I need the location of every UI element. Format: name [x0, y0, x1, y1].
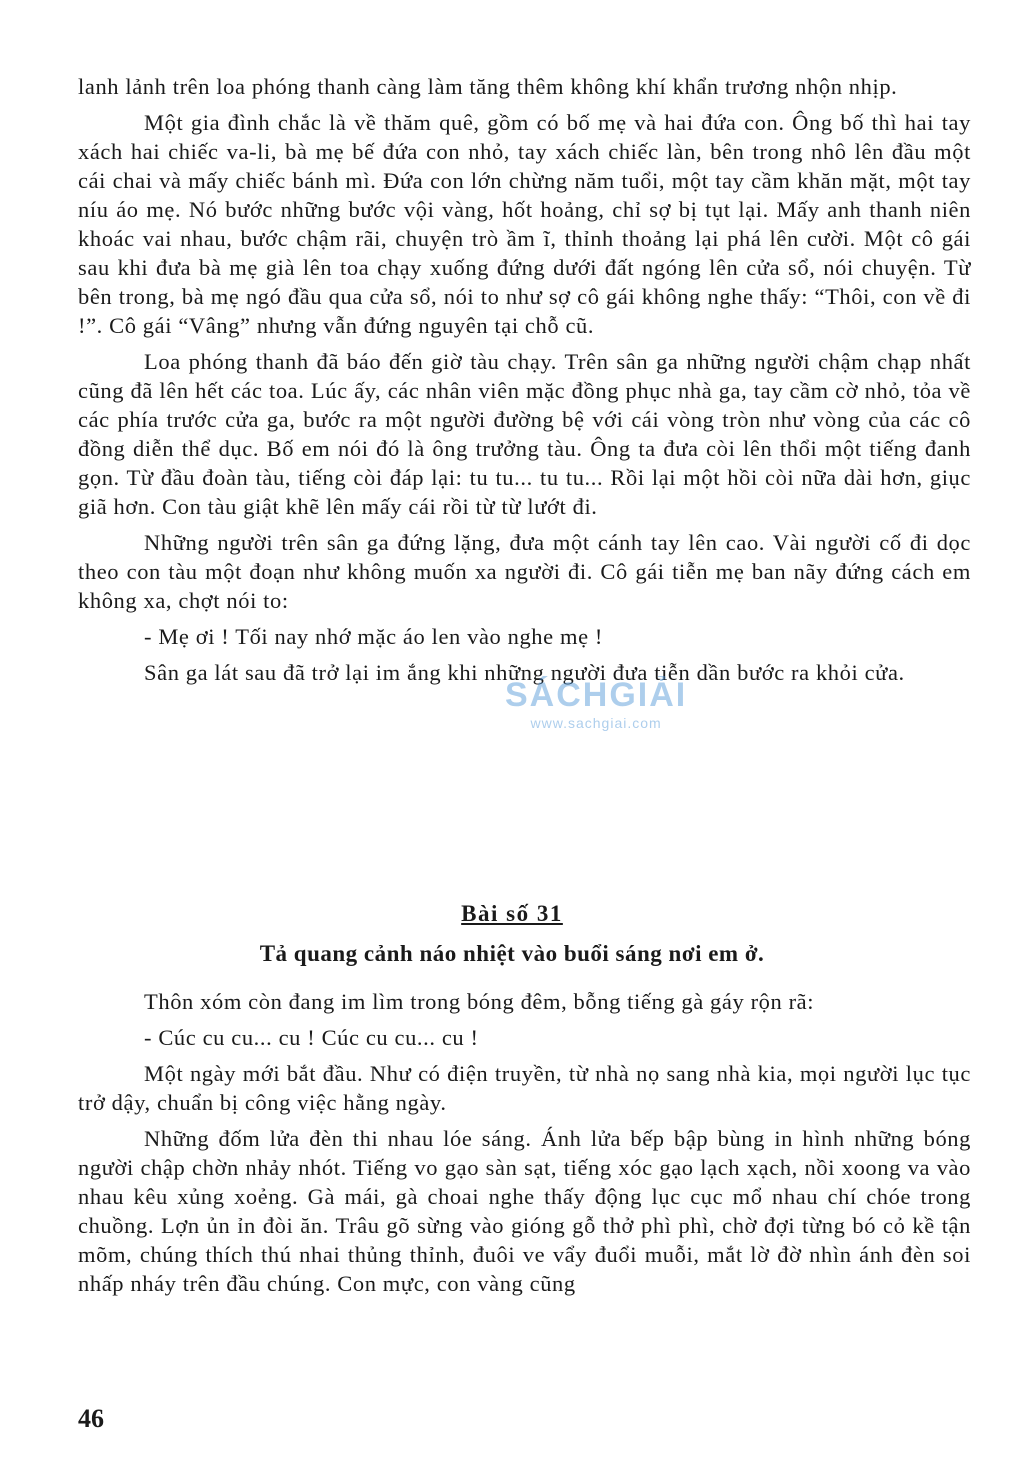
- paragraph: Loa phóng thanh đã báo đến giờ tàu chạy. Trên sân ga những người chậm chạp nhất cũng đã lên hết các toa. Lúc ấy, các nhân viên mặc đồng phục nhà ga, tay cầm cờ nhỏ, tỏa về các phía trước cửa ga, bước ra một người đường bệ với cái vòng tròn như vòng của các cô đồng diễn thể dục. Bố em nói đó là ông trưởng tàu. Ông ta đưa còi lên thổi một tiếng đanh gọn. Từ đầu đoàn tàu, tiếng còi đáp lại: tu tu... tu tu... Rồi lại một hồi còi nữa dài hơn, giục giã hơn. Con tàu giật khẽ lên mấy cái rồi từ từ lướt đi.: [78, 349, 971, 519]
- watermark-logo: [505, 676, 687, 731]
- paragraph: Những người trên sân ga đứng lặng, đưa một cánh tay lên cao. Vài người cố đi dọc theo con tàu một đoạn như không muốn xa người đi. Cô gái tiễn mẹ ban nãy đứng cách em không xa, chợt nói to:: [78, 530, 971, 613]
- paragraph: Thôn xóm còn đang im lìm trong bóng đêm, bỗng tiếng gà gáy rộn rã:: [144, 989, 815, 1014]
- lesson-number-text: Bài số 31: [461, 901, 563, 926]
- paragraph: Một ngày mới bắt đầu. Như có điện truyền, từ nhà nọ sang nhà kia, mọi người lục tục trở dậy, chuẩn bị công việc hằng ngày.: [78, 1061, 971, 1115]
- paragraph: Những đốm lửa đèn thi nhau lóe sáng. Ánh lửa bếp bập bùng in hình những bóng người chập chờn nhảy nhót. Tiếng vo gạo sàn sạt, tiếng xóc gạo lạch xạch, nồi xoong va vào nhau kêu xủng xoẻng. Gà mái, gà choai nghe thấy động lục cục mổ nhau chí chóe trong chuồng. Lợn ủn ỉn đòi ăn. Trâu gõ sừng vào gióng gỗ thở phì phì, chờ đợi từng bó cỏ kề tận mõm, chúng thích thú nhai thủng thỉnh, đuôi ve vẩy đuổi muỗi, mắt lờ đờ nhìn ánh đèn soi nhấp nháy trên đầu chúng. Con mực, con vàng cũng: [78, 1126, 971, 1296]
- dialogue-line: - Mẹ ơi ! Tối nay nhớ mặc áo len vào nghe mẹ !: [144, 624, 603, 649]
- dialogue-line: - Cúc cu cu... cu ! Cúc cu cu... cu !: [144, 1025, 479, 1050]
- lesson-topic-heading: Tả quang cảnh náo nhiệt vào buổi sáng nơi em ở.: [259, 941, 765, 966]
- text-block-top: [78, 72, 971, 687]
- lesson-number-heading: [0, 901, 1024, 927]
- paragraph: Sân ga lát sau đã trở lại im ắng khi những người đưa tiễn dần bước ra khỏi cửa.: [144, 660, 905, 685]
- paragraph: lanh lảnh trên loa phóng thanh càng làm tăng thêm không khí khẩn trương nhộn nhịp.: [78, 74, 898, 99]
- page-number: 46: [78, 1404, 104, 1433]
- watermark-logo-text: SÁCHGIẢI: [505, 676, 688, 714]
- watermark-url: www.sachgiai.com: [530, 715, 662, 731]
- paragraph: Một gia đình chắc là về thăm quê, gồm có bố mẹ và hai đứa con. Ông bố thì hai tay xách hai chiếc va-li, bà mẹ bế đứa con nhỏ, tay xách chiếc làn, bên trong nhô lên đầu một cái chai và mấy chiếc bánh mì. Đứa con lớn chừng năm tuổi, một tay cầm khăn mặt, một tay níu áo mẹ. Nó bước những bước vội vàng, hốt hoảng, chỉ sợ bị tụt lại. Mấy anh thanh niên khoác vai nhau, bước chậm rãi, chuyện trò ầm ĩ, thỉnh thoảng lại phá lên cười. Một cô gái sau khi đưa bà mẹ già lên toa chạy xuống đứng dưới đất ngóng lên cửa sổ, nói chuyện. Từ bên trong, bà mẹ ngó đầu qua cửa sổ, nói to như sợ cô gái không nghe thấy: “Thôi, con về đi !”. Cô gái “Vâng” nhưng vẫn đứng nguyên tại chỗ cũ.: [78, 110, 971, 338]
- text-block-bottom: [78, 987, 971, 1298]
